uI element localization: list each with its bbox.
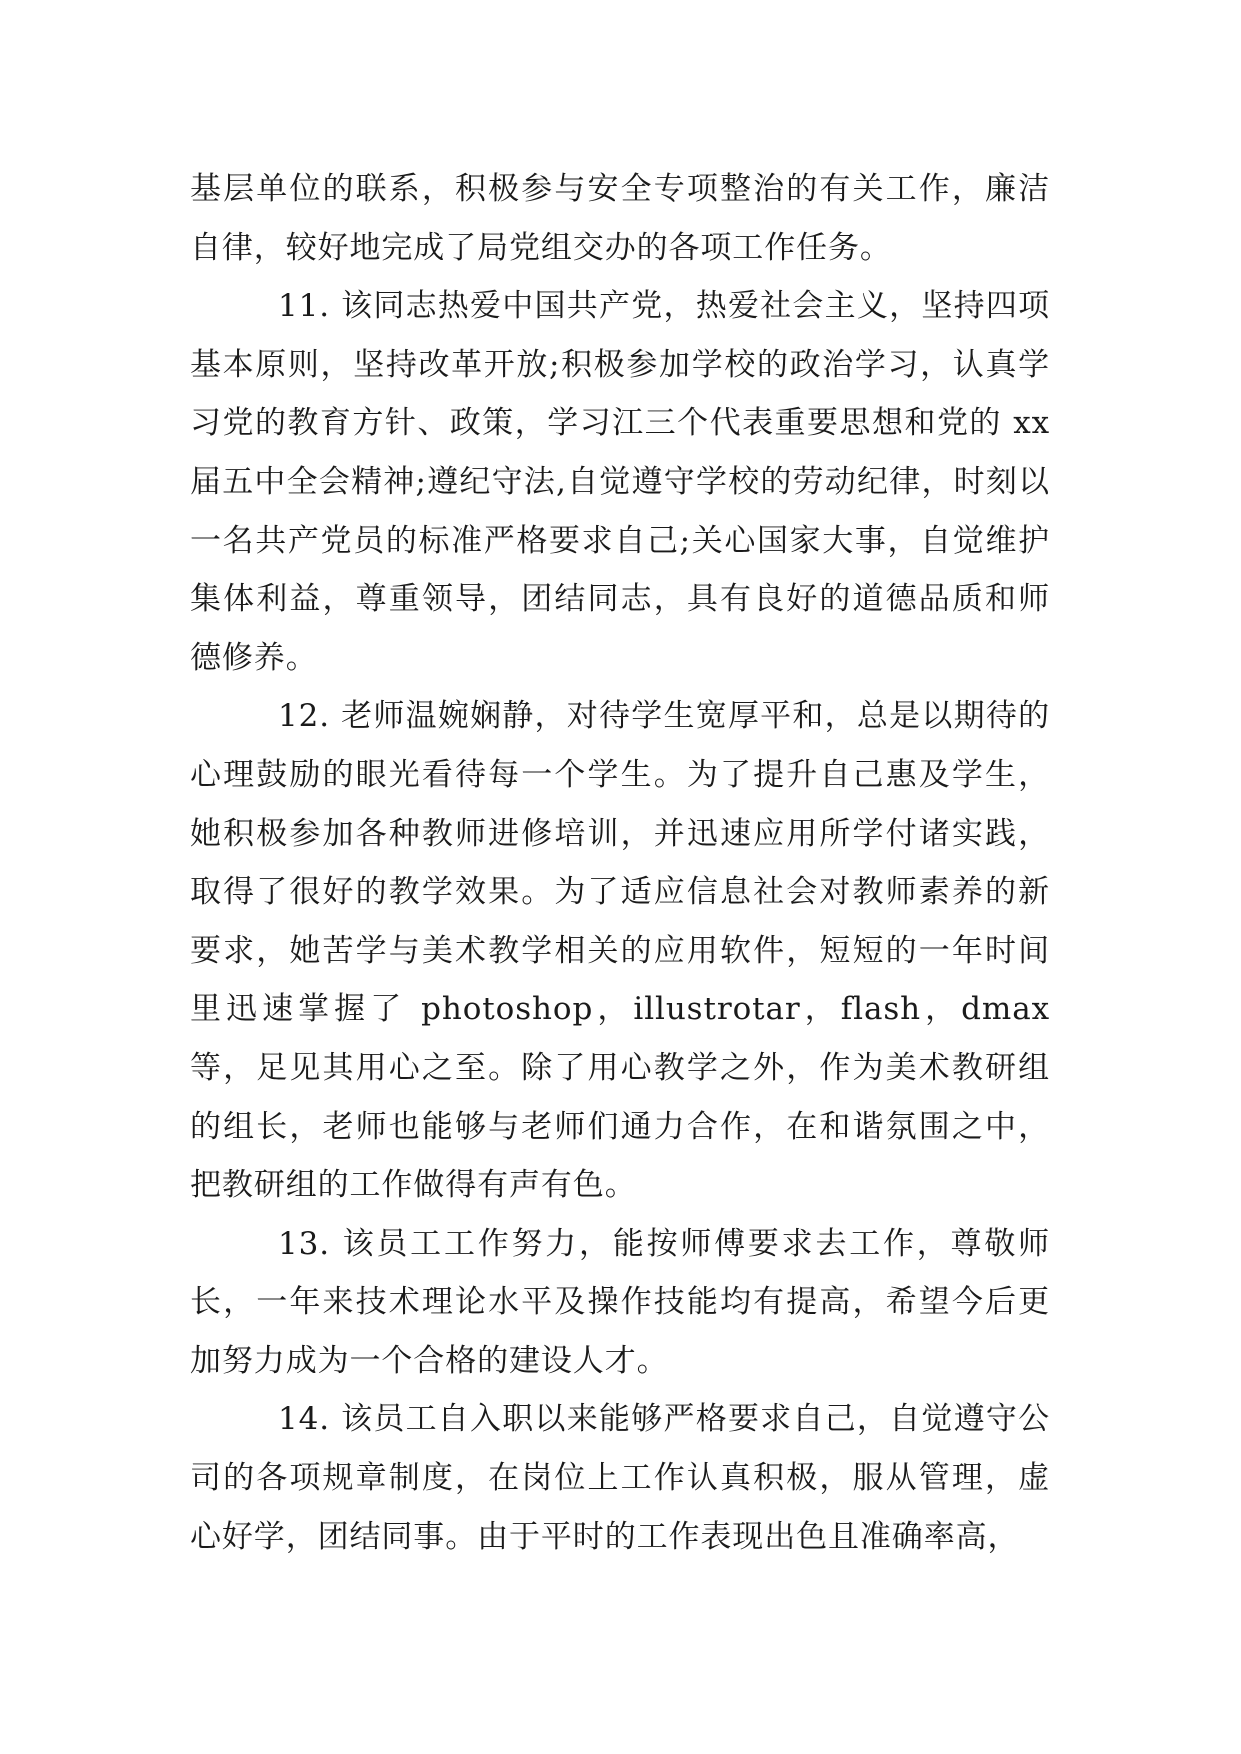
paragraph-continuation: 基层单位的联系，积极参与安全专项整治的有关工作，廉洁自律，较好地完成了局党组交办的各项工作任务。 [190,171,1050,266]
paragraph-item-14: 14. 该员工自入职以来能够严格要求自己，自觉遵守公司的各项规章制度，在岗位上工作认真积极，服从管理，虚心好学，团结同事。由于平时的工作表现出色且准确率高， [190,1401,1050,1555]
paragraph-item-13: 13. 该员工工作努力，能按师傅要求去工作，尊敬师长，一年来技术理论水平及操作技能均有提高，希望今后更加努力成为一个合格的建设人才。 [190,1225,1050,1379]
paragraph-item-12: 12. 老师温婉娴静，对待学生宽厚平和，总是以期待的心理鼓励的眼光看待每一个学生。为了提升自己惠及学生，她积极参加各种教师进修培训，并迅速应用所学付诸实践，取得了很好的教学效果。为了适应信息社会对教师素养的新要求，她苦学与美术教学相关的应用软件，短短的一年时间里迅速掌握了 photoshop，illustrotar，flash，dmax 等，足见其用心之至。除了用心教学之外，作为美术教研组的组长，老师也能够与老师们通力合作，在和谐氛围之中，把教研组的工作做得有声有色。 [190,698,1050,1204]
paragraph-item-11: 11. 该同志热爱中国共产党，热爱社会主义，坚持四项基本原则，坚持改革开放;积极参加学校的政治学习，认真学习党的教育方针、政策，学习江三个代表重要思想和党的 xx 届五中全会精神;遵纪守法,自觉遵守学校的劳动纪律，时刻以一名共产党员的标准严格要求自己;关心国家大事，自觉维护集体利益，尊重领导，团结同志，具有良好的道德品质和师德修养。 [190,288,1050,676]
document-body [190,160,1050,1566]
